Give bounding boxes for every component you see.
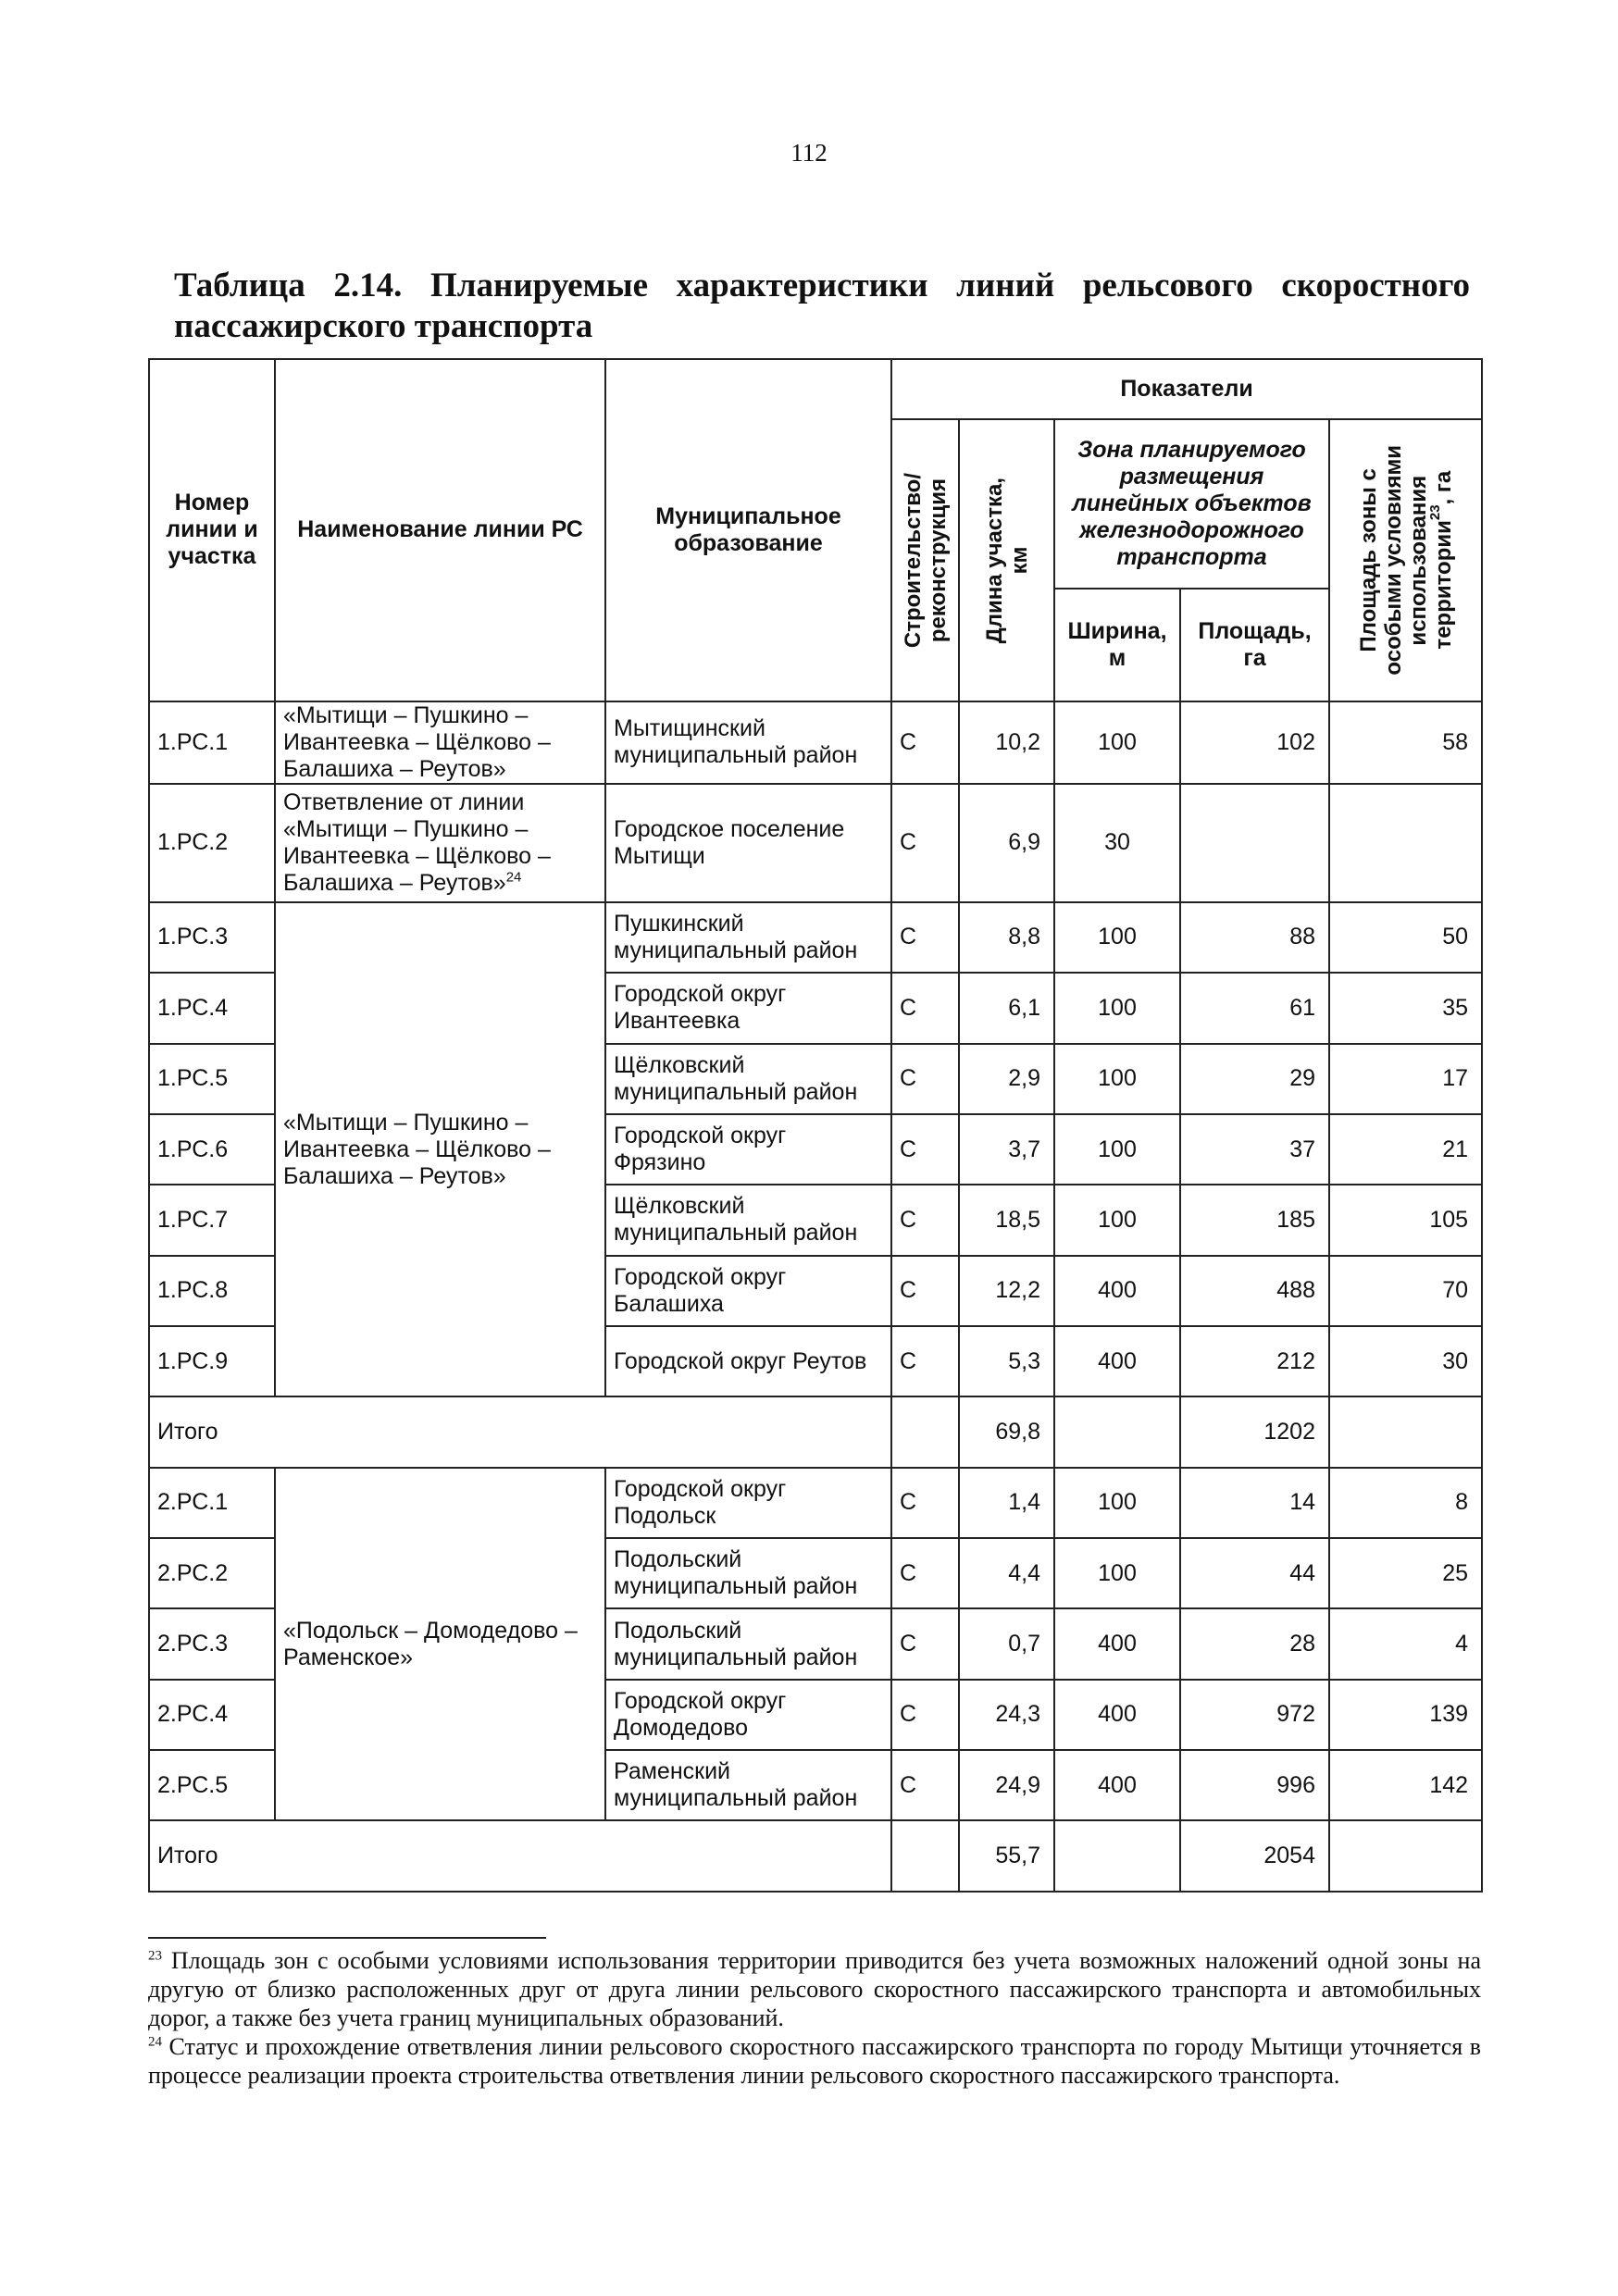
row-width: 400: [1054, 1750, 1180, 1820]
row-zone: 139: [1329, 1680, 1482, 1750]
row-area: 37: [1180, 1114, 1329, 1185]
row-zone: 25: [1329, 1538, 1482, 1608]
total-area: 1202: [1180, 1396, 1329, 1467]
row-area: 29: [1180, 1044, 1329, 1114]
total-type: [891, 1396, 959, 1467]
row-zone: 35: [1329, 973, 1482, 1043]
row-type: С: [891, 1256, 959, 1326]
row-type: С: [891, 1044, 959, 1114]
row-id: 1.РС.7: [149, 1185, 275, 1255]
header-special-zone: [1329, 419, 1482, 701]
row-zone: 8: [1329, 1468, 1482, 1538]
row-area: 212: [1180, 1326, 1329, 1396]
row-municipality: Городское поселение Мытищи: [605, 784, 891, 902]
footnote-ref-24: 24: [505, 869, 522, 886]
row-municipality: Городской округ Подольск: [605, 1468, 891, 1538]
table-row: [149, 1468, 1482, 1538]
row-id: 1.РС.6: [149, 1114, 275, 1185]
row-width: 100: [1054, 1538, 1180, 1608]
row-id: 1.РС.3: [149, 902, 275, 973]
row-municipality: Городской округ Фрязино: [605, 1114, 891, 1185]
header-area: Площадь, га: [1180, 589, 1329, 701]
footnote-mark: 23: [148, 1948, 162, 1964]
row-length: 24,3: [959, 1680, 1054, 1750]
row-zone: 105: [1329, 1185, 1482, 1255]
row-id: 2.РС.2: [149, 1538, 275, 1608]
total-label: Итого: [149, 1820, 891, 1892]
total-zone: [1329, 1820, 1482, 1892]
row-length: 24,9: [959, 1750, 1054, 1820]
row-municipality: Раменский муниципальный район: [605, 1750, 891, 1820]
rail-lines-table: [148, 358, 1483, 1893]
row-length: 1,4: [959, 1468, 1054, 1538]
table-row: [149, 701, 1482, 784]
row-type: С: [891, 1680, 959, 1750]
row-municipality: Подольский муниципальный район: [605, 1608, 891, 1679]
footnote-24: [148, 2032, 1481, 2090]
row-municipality: Мытищинский муниципальный район: [605, 701, 891, 784]
header-indicators: Показатели: [891, 359, 1482, 419]
row-line-name: «Мытищи – Пушкино – Ивантеевка – Щёлково – Балашиха – Реутов»: [275, 701, 605, 784]
row-municipality: Щёлковский муниципальный район: [605, 1185, 891, 1255]
header-construction-text: Строительство/ реконструкция: [900, 472, 951, 649]
row-length: 10,2: [959, 701, 1054, 784]
row-municipality: Пушкинский муниципальный район: [605, 902, 891, 973]
row-zone: [1329, 784, 1482, 902]
row-width: 100: [1054, 1114, 1180, 1185]
total-length: 69,8: [959, 1396, 1054, 1467]
row-zone: 50: [1329, 902, 1482, 973]
header-line-name: Наименование линии РС: [275, 359, 605, 701]
page-number: 112: [790, 139, 828, 167]
row-area: 185: [1180, 1185, 1329, 1255]
row-id: 1.РС.1: [149, 701, 275, 784]
row-length: 5,3: [959, 1326, 1054, 1396]
row-length: 8,8: [959, 902, 1054, 973]
row-type: С: [891, 1608, 959, 1679]
row-area: 88: [1180, 902, 1329, 973]
row-type: С: [891, 1114, 959, 1185]
row-zone: 21: [1329, 1114, 1482, 1185]
row-width: 100: [1054, 973, 1180, 1043]
row-length: 6,1: [959, 973, 1054, 1043]
row-area: 996: [1180, 1750, 1329, 1820]
header-special-zone-label: Площадь зоны с особыми условиями использования территории: [1355, 445, 1456, 676]
row-id: 2.РС.1: [149, 1468, 275, 1538]
row-type: С: [891, 1468, 959, 1538]
header-construction: [891, 419, 959, 701]
row-id: 2.РС.5: [149, 1750, 275, 1820]
row-area: 488: [1180, 1256, 1329, 1326]
total-type: [891, 1820, 959, 1892]
row-area: [1180, 784, 1329, 902]
row-type: С: [891, 701, 959, 784]
row-length: 0,7: [959, 1608, 1054, 1679]
row-width: 400: [1054, 1608, 1180, 1679]
row-length: 2,9: [959, 1044, 1054, 1114]
row-width: 30: [1054, 784, 1180, 902]
header-line-number: Номер линии и участка: [149, 359, 275, 701]
row-area: 102: [1180, 701, 1329, 784]
row-type: С: [891, 973, 959, 1043]
total-row: [149, 1820, 1482, 1892]
row-zone: 30: [1329, 1326, 1482, 1396]
total-area: 2054: [1180, 1820, 1329, 1892]
row-zone: 58: [1329, 701, 1482, 784]
row-municipality: Подольский муниципальный район: [605, 1538, 891, 1608]
header-row-1: [149, 359, 1482, 419]
row-length: 18,5: [959, 1185, 1054, 1255]
footnote-23: [148, 1946, 1481, 2032]
footnote-separator: [148, 1937, 546, 1939]
footnote-text: Площадь зон с особыми условиями использования территории приводится без учета возможных наложений одной зоны на другую от близко расположенных друг от друга линии рельсового скоростного пассажирского транспорта и автомобильных дорог, а также без учета границ муниципальных образований.: [148, 1947, 1481, 2031]
row-zone: 4: [1329, 1608, 1482, 1679]
footnotes: [148, 1946, 1481, 2090]
table-row: [149, 902, 1482, 973]
footnote-mark: 24: [148, 2034, 162, 2050]
row-id: 2.РС.4: [149, 1680, 275, 1750]
total-width: [1054, 1820, 1180, 1892]
row-type: С: [891, 1538, 959, 1608]
merged-line-name-2: «Подольск – Домодедово – Раменское»: [275, 1468, 605, 1821]
row-line-name: [275, 784, 605, 902]
row-width: 400: [1054, 1326, 1180, 1396]
total-zone: [1329, 1396, 1482, 1467]
header-zone-group: [1054, 419, 1329, 589]
header-length: [959, 419, 1054, 701]
row-area: 44: [1180, 1538, 1329, 1608]
header-special-zone-unit: , га: [1430, 471, 1456, 505]
header-municipality: Муниципальное образование: [605, 359, 891, 701]
row-area: 14: [1180, 1468, 1329, 1538]
row-length: 12,2: [959, 1256, 1054, 1326]
row-id: 1.РС.2: [149, 784, 275, 902]
header-zone-group-text: Зона планируемого размещения линейных объектов железнодорожного транспорта: [1072, 437, 1312, 571]
merged-line-name-1: «Мытищи – Пушкино – Ивантеевка – Щёлково – Балашиха – Реутов»: [275, 902, 605, 1397]
row-municipality: Городской округ Домодедово: [605, 1680, 891, 1750]
row-id: 1.РС.4: [149, 973, 275, 1043]
row-type: С: [891, 902, 959, 973]
row-id: 1.РС.8: [149, 1256, 275, 1326]
row-type: С: [891, 1185, 959, 1255]
header-special-zone-text: [1356, 445, 1456, 676]
row-municipality: Городской округ Ивантеевка: [605, 973, 891, 1043]
row-area: 61: [1180, 973, 1329, 1043]
total-row: [149, 1396, 1482, 1467]
header-length-text: Длина участка, км: [981, 477, 1032, 644]
row-width: 100: [1054, 902, 1180, 973]
row-width: 400: [1054, 1680, 1180, 1750]
row-length: 6,9: [959, 784, 1054, 902]
table-caption: Таблица 2.14. Планируемые характеристики линий рельсового скоростного пассажирского транспорта: [174, 267, 1470, 345]
total-length: 55,7: [959, 1820, 1054, 1892]
row-width: 100: [1054, 1044, 1180, 1114]
table-row: [149, 784, 1482, 902]
row-id: 2.РС.3: [149, 1608, 275, 1679]
footnote-text: Статус и прохождение ответвления линии рельсового скоростного пассажирского транспорта по городу Мытищи уточняется в процессе реализации проекта строительства ответвления линии рельсового скоростного пассажирского транспорта.: [148, 2033, 1481, 2089]
row-area: 28: [1180, 1608, 1329, 1679]
row-zone: 70: [1329, 1256, 1482, 1326]
total-width: [1054, 1396, 1180, 1467]
row-width: 100: [1054, 1185, 1180, 1255]
row-municipality: Щёлковский муниципальный район: [605, 1044, 891, 1114]
header-width: Ширина, м: [1054, 589, 1180, 701]
row-municipality: Городской округ Реутов: [605, 1326, 891, 1396]
row-width: 100: [1054, 1468, 1180, 1538]
row-zone: 17: [1329, 1044, 1482, 1114]
row-id: 1.РС.5: [149, 1044, 275, 1114]
row-zone: 142: [1329, 1750, 1482, 1820]
total-label: Итого: [149, 1396, 891, 1467]
row-width: 100: [1054, 701, 1180, 784]
footnote-ref-23: 23: [1426, 504, 1443, 521]
row-width: 400: [1054, 1256, 1180, 1326]
row-line-name-text: Ответвление от линии «Мытищи – Пушкино – Ивантеевка – Щёлково – Балашиха – Реутов»: [283, 788, 551, 896]
row-length: 3,7: [959, 1114, 1054, 1185]
row-type: С: [891, 1750, 959, 1820]
row-id: 1.РС.9: [149, 1326, 275, 1396]
row-type: С: [891, 1326, 959, 1396]
row-length: 4,4: [959, 1538, 1054, 1608]
row-municipality: Городской округ Балашиха: [605, 1256, 891, 1326]
row-type: С: [891, 784, 959, 902]
row-area: 972: [1180, 1680, 1329, 1750]
